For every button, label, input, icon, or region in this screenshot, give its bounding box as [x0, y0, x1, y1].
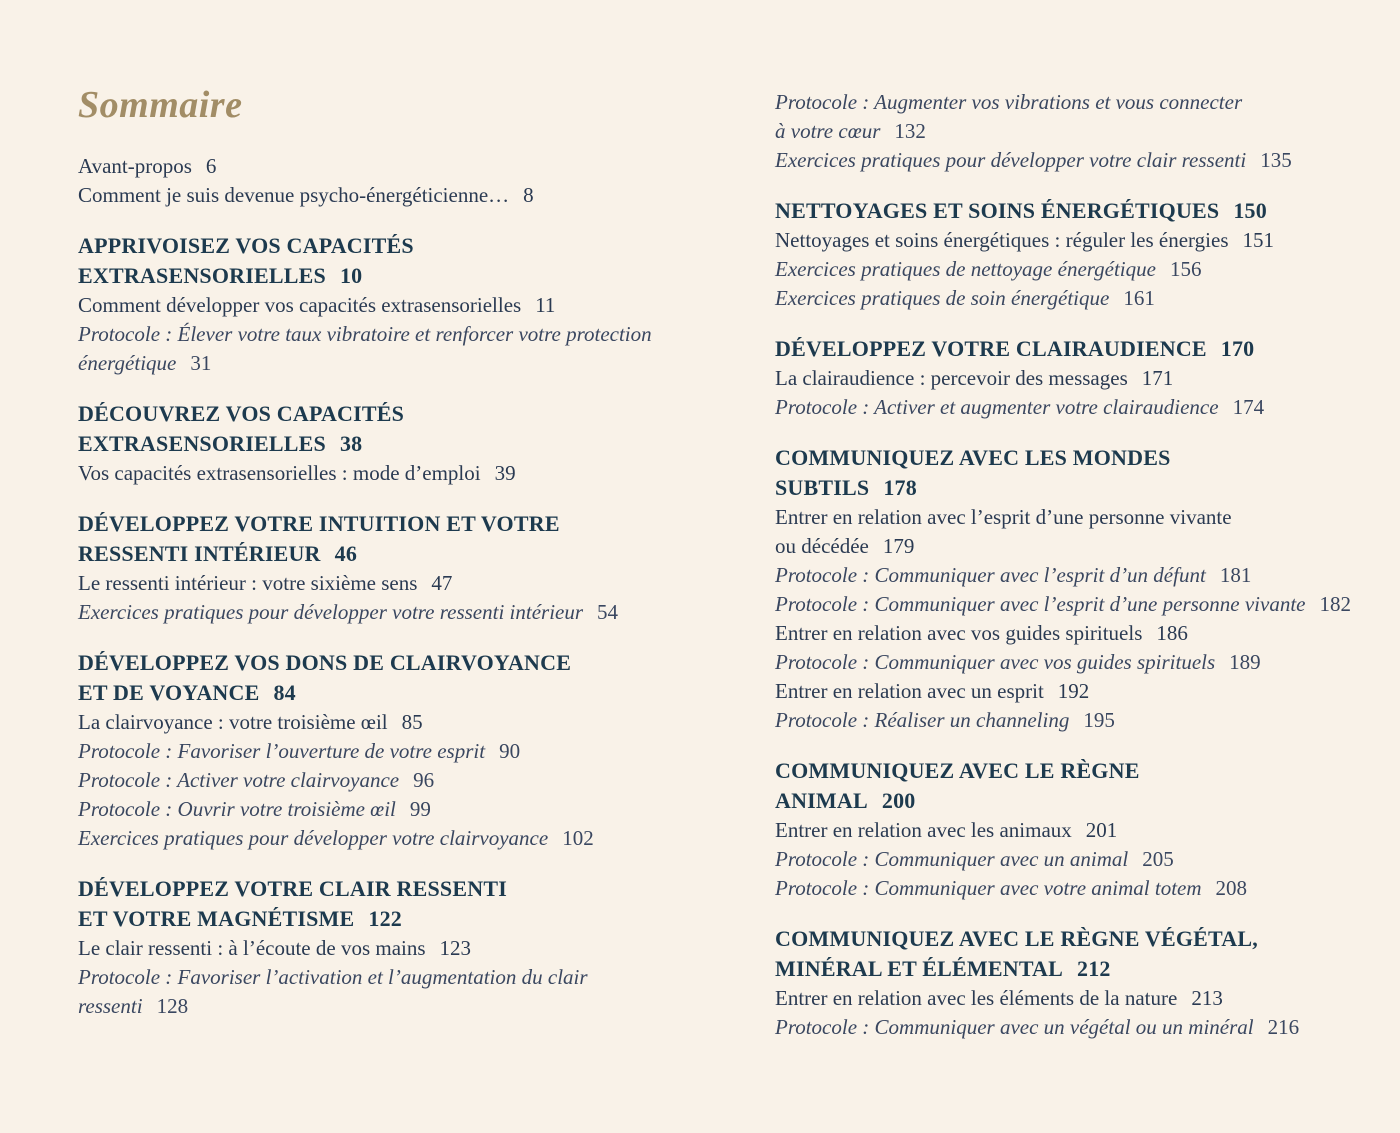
toc-entry	[78, 934, 698, 963]
toc-protocol-entry	[775, 874, 1370, 903]
page-number: 47	[431, 570, 453, 595]
toc-entry	[775, 984, 1370, 1013]
toc-entry-line: NETTOYAGES ET SOINS ÉNERGÉTIQUES 150	[775, 198, 1267, 223]
toc-protocol-entry	[775, 648, 1370, 677]
page-number: 10	[339, 262, 363, 288]
toc-entry	[775, 677, 1370, 706]
page-number: 38	[339, 430, 363, 456]
toc-entry-line: Exercices pratiques pour développer votre clair ressenti 135	[775, 148, 1292, 172]
toc-protocol-entry	[78, 824, 698, 853]
toc-entry-line: Comment je suis devenue psycho-énergéticienne… 8	[78, 182, 534, 207]
toc-entry-line: ou décédée 179	[775, 534, 915, 558]
toc-entry-line: APPRIVOISEZ VOS CAPACITÉS	[78, 232, 414, 258]
toc-entry-line: Exercices pratiques pour développer votre ressenti intérieur 54	[78, 599, 619, 624]
toc-protocol-entry	[775, 590, 1370, 619]
toc-entry-line: Protocole : Ouvrir votre troisième œil 99	[78, 796, 431, 821]
toc-entry-line: Protocole : Communiquer avec l’esprit d’une personne vivante 182	[775, 592, 1351, 616]
page-number: 8	[523, 182, 534, 207]
toc-entry-line: Protocole : Élever votre taux vibratoire et renforcer votre protection	[78, 321, 652, 346]
page-number: 171	[1141, 366, 1174, 390]
toc-entry-line: Protocole : Communiquer avec un animal 205	[775, 847, 1174, 871]
page-number: 189	[1229, 650, 1261, 674]
toc-protocol-entry	[78, 795, 698, 824]
toc-protocol-entry	[775, 1013, 1370, 1042]
toc-entry-line: Entrer en relation avec l’esprit d’une personne vivante	[775, 505, 1232, 529]
toc-section-heading	[775, 756, 1370, 816]
toc-entry-line: Entrer en relation avec un esprit 192	[775, 679, 1090, 703]
toc-entry-line: ANIMAL 200	[775, 788, 916, 813]
toc-entry	[78, 181, 698, 210]
page-number: 99	[409, 796, 431, 821]
toc-protocol-entry	[78, 598, 698, 627]
toc-entry	[78, 708, 698, 737]
toc-entry-line: DÉVELOPPEZ VOTRE CLAIRAUDIENCE 170	[775, 336, 1255, 361]
toc-entry-line: Protocole : Activer votre clairvoyance 96	[78, 767, 435, 792]
page-number: 205	[1142, 847, 1174, 871]
toc-entry-line: DÉVELOPPEZ VOS DONS DE CLAIRVOYANCE	[78, 649, 572, 675]
toc-entry-line: à votre cœur 132	[775, 119, 926, 143]
page-number: 170	[1220, 336, 1255, 361]
toc-entry-line: Entrer en relation avec vos guides spirituels 186	[775, 621, 1188, 645]
toc-entry	[775, 619, 1370, 648]
page-number: 85	[401, 709, 423, 734]
toc-section-heading	[775, 924, 1370, 984]
page-number: 179	[882, 534, 915, 558]
toc-entry-line: COMMUNIQUEZ AVEC LES MONDES	[775, 445, 1171, 470]
page-number: 54	[597, 599, 619, 624]
toc-entry	[775, 816, 1370, 845]
page-number: 31	[190, 350, 212, 375]
toc-entry-line: ET DE VOYANCE 84	[78, 679, 296, 705]
toc-entry-line: DÉVELOPPEZ VOTRE CLAIR RESSENTI	[78, 875, 507, 901]
page-number: 156	[1169, 257, 1202, 281]
toc-entry-line: EXTRASENSORIELLES 10	[78, 262, 363, 288]
page-number: 84	[273, 679, 296, 705]
page-number: 182	[1319, 592, 1351, 616]
toc-entry-line: Protocole : Augmenter vos vibrations et vous connecter	[775, 90, 1243, 114]
page-number: 132	[894, 119, 926, 143]
toc-entry-line: ET VOTRE MAGNÉTISME 122	[78, 905, 402, 931]
page-number: 216	[1267, 1015, 1300, 1039]
page-number: 6	[205, 153, 217, 178]
toc-protocol-entry	[78, 320, 698, 378]
page-number: 96	[413, 767, 435, 792]
toc-entry	[78, 152, 698, 181]
toc-entry-line: énergétique 31	[78, 350, 212, 375]
toc-entry-line: Protocole : Réaliser un channeling 195	[775, 708, 1115, 732]
toc-protocol-entry	[775, 88, 1370, 146]
toc-section-heading	[78, 874, 698, 934]
toc-protocol-entry	[775, 561, 1370, 590]
toc-entry	[78, 291, 698, 320]
toc-entry-line: DÉVELOPPEZ VOTRE INTUITION ET VOTRE	[78, 510, 560, 536]
toc-entry-line: COMMUNIQUEZ AVEC LE RÈGNE	[775, 758, 1140, 783]
page-number: 11	[535, 292, 556, 317]
toc-entry	[775, 364, 1370, 393]
page-number: 39	[494, 460, 516, 485]
page-number: 128	[156, 993, 189, 1018]
toc-entry-line: Exercices pratiques de nettoyage énergétique 156	[775, 257, 1202, 281]
toc-entry	[775, 503, 1370, 561]
toc-protocol-entry	[775, 255, 1370, 284]
page-number: 46	[334, 540, 358, 566]
toc-section-heading	[78, 231, 698, 291]
page-number: 201	[1085, 818, 1118, 842]
toc-column-left	[78, 84, 698, 1021]
page-number: 135	[1260, 148, 1292, 172]
page-number: 200	[881, 788, 916, 813]
toc-entry-line: La clairaudience : percevoir des messages 171	[775, 366, 1174, 390]
toc-entry-line: Protocole : Activer et augmenter votre clairaudience 174	[775, 395, 1265, 419]
toc-entry-line: Protocole : Favoriser l’activation et l’augmentation du clair	[78, 964, 588, 989]
toc-section-heading	[78, 648, 698, 708]
page-number: 212	[1077, 956, 1111, 981]
page-number: 195	[1083, 708, 1115, 732]
toc-protocol-entry	[78, 737, 698, 766]
page-number: 161	[1123, 286, 1155, 310]
toc-entry-line: Vos capacités extrasensorielles : mode d’emploi 39	[78, 460, 516, 485]
toc-entry-line: Entrer en relation avec les animaux 201	[775, 818, 1118, 842]
page-title: Sommaire	[78, 84, 243, 126]
toc-entry	[775, 226, 1370, 255]
toc-entry-line: La clairvoyance : votre troisième œil 85	[78, 709, 423, 734]
toc-entry-line: Protocole : Communiquer avec vos guides spirituels 189	[775, 650, 1261, 674]
toc-protocol-entry	[775, 845, 1370, 874]
toc-entry-line: DÉCOUVREZ VOS CAPACITÉS	[78, 400, 405, 426]
toc-section-heading	[775, 196, 1370, 226]
toc-entry-line: Le clair ressenti : à l’écoute de vos mains 123	[78, 935, 472, 960]
toc-protocol-entry	[775, 393, 1370, 422]
toc-protocol-entry	[78, 963, 698, 1021]
toc-entry	[78, 459, 698, 488]
page-number: 192	[1057, 679, 1090, 703]
toc-entry-line: Protocole : Favoriser l’ouverture de votre esprit 90	[78, 738, 521, 763]
page-number: 213	[1191, 986, 1223, 1010]
toc-entry-line: Exercices pratiques pour développer votre clairvoyance 102	[78, 825, 594, 850]
toc-entry-line: COMMUNIQUEZ AVEC LE RÈGNE VÉGÉTAL,	[775, 926, 1258, 951]
page-number: 123	[439, 935, 472, 960]
toc-column-right	[775, 88, 1370, 1042]
toc-entry-line: Protocole : Communiquer avec un végétal ou un minéral 216	[775, 1015, 1300, 1039]
toc-protocol-entry	[775, 706, 1370, 735]
toc-entry-line: Nettoyages et soins énergétiques : réguler les énergies 151	[775, 228, 1274, 252]
toc-entry-line: Avant-propos 6	[78, 153, 217, 178]
toc-section-heading	[78, 399, 698, 459]
toc-protocol-entry	[78, 766, 698, 795]
toc-entry-line: MINÉRAL ET ÉLÉMENTAL 212	[775, 956, 1111, 981]
toc-entry-line: Le ressenti intérieur : votre sixième sens 47	[78, 570, 453, 595]
page-number: 122	[368, 905, 402, 931]
toc-entry-line: RESSENTI INTÉRIEUR 46	[78, 540, 358, 566]
page-number: 181	[1219, 563, 1252, 587]
toc-protocol-entry	[775, 284, 1370, 313]
page-number: 151	[1242, 228, 1274, 252]
page-number: 90	[499, 738, 521, 763]
page-number: 174	[1232, 395, 1265, 419]
toc-protocol-entry	[775, 146, 1370, 175]
toc-entry-line: Protocole : Communiquer avec l’esprit d’un défunt 181	[775, 563, 1252, 587]
toc-section-heading	[78, 509, 698, 569]
page-number: 178	[883, 475, 917, 500]
toc-entry-line: Protocole : Communiquer avec votre animal totem 208	[775, 876, 1248, 900]
toc-entries-left	[78, 152, 698, 1021]
toc-entry-line: SUBTILS 178	[775, 475, 917, 500]
toc-entry-line: Exercices pratiques de soin énergétique 161	[775, 286, 1155, 310]
page-number: 186	[1156, 621, 1188, 645]
page-number: 208	[1215, 876, 1248, 900]
toc-section-heading	[775, 443, 1370, 503]
toc-entry-line: ressenti 128	[78, 993, 189, 1018]
toc-entry-line: Entrer en relation avec les éléments de la nature 213	[775, 986, 1223, 1010]
toc-entries-right	[775, 88, 1370, 1042]
toc-entry-line: EXTRASENSORIELLES 38	[78, 430, 363, 456]
toc-section-heading	[775, 334, 1370, 364]
toc-entry-line: Comment développer vos capacités extrasensorielles 11	[78, 292, 556, 317]
page-number: 150	[1233, 198, 1267, 223]
page-number: 102	[562, 825, 594, 850]
toc-entry	[78, 569, 698, 598]
